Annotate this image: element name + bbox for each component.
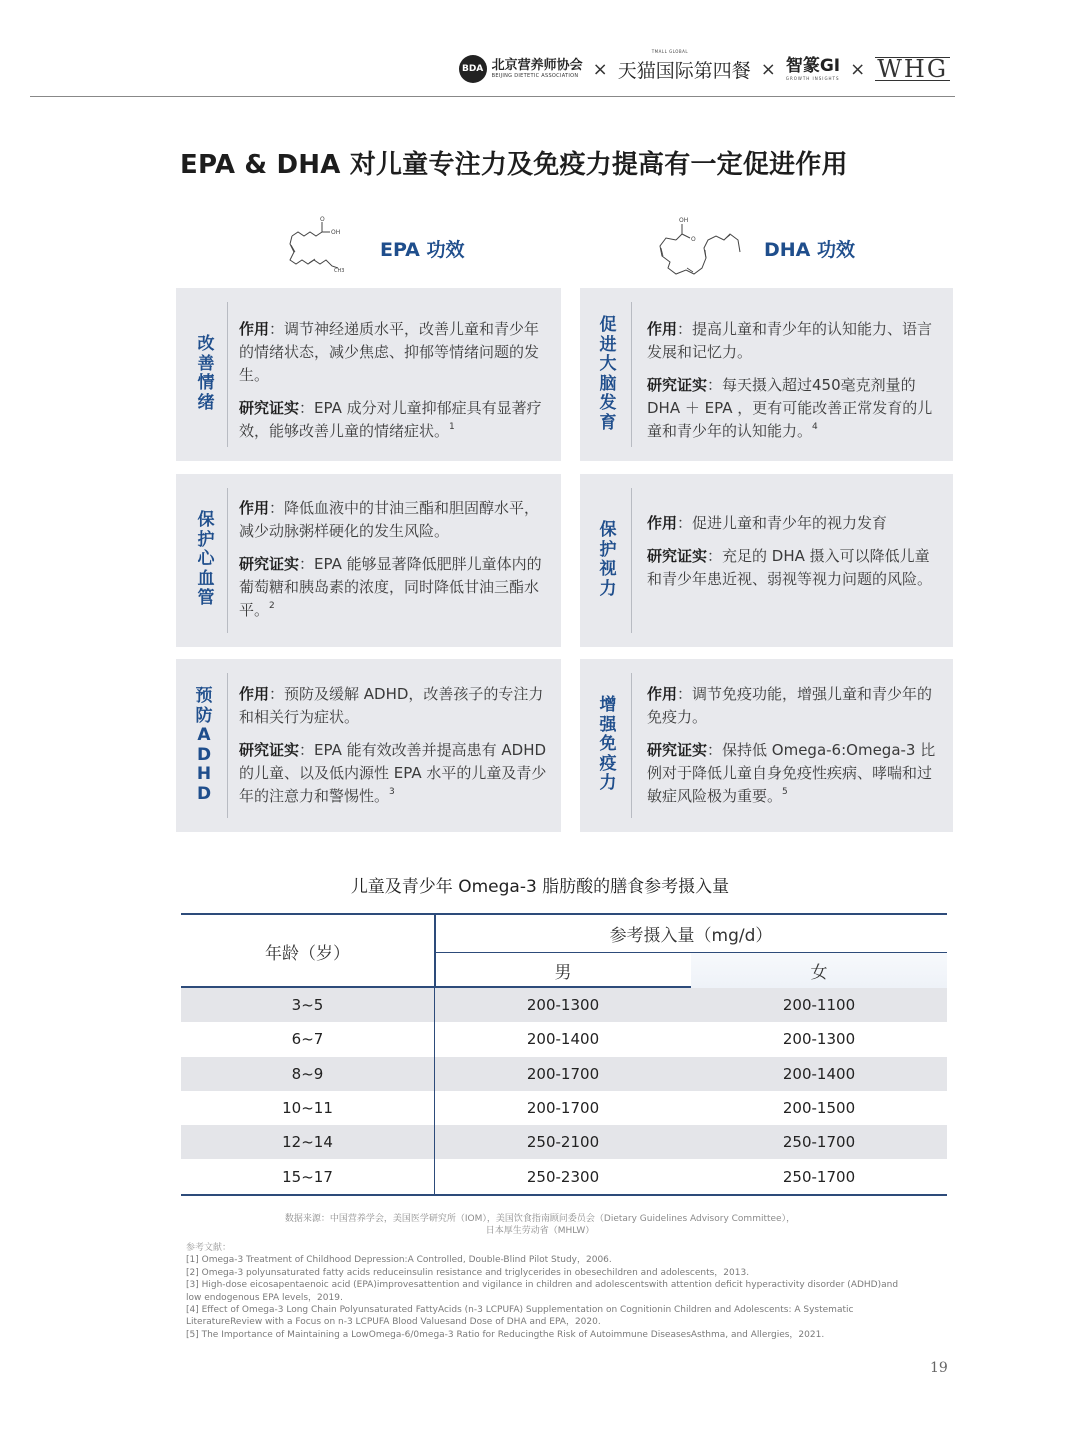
female-cell: 250-1700 [782, 1133, 856, 1152]
times-separator: × [850, 58, 866, 80]
tmall-logo [617, 48, 751, 83]
age-cell: 3~5 [291, 996, 324, 1015]
evidence-text: ：EPA 能有效改善并提高患有 ADHD 的儿童、以及低内源性 EPA 水平的儿童及青少年的注意力和警惕性。 [239, 741, 547, 805]
effect-key: 作用 [239, 499, 270, 517]
bda-logo [459, 55, 583, 83]
age-cell: 8~9 [291, 1064, 324, 1083]
effect-key: 作用 [239, 685, 270, 703]
age-cell: 15~17 [282, 1167, 333, 1186]
dha-oxygen-label: O [691, 236, 696, 243]
evidence-key: 研究证实 [239, 555, 300, 573]
reference-item: [5] The Importance of Maintaining a LowOmega-6/0mega-3 Ratio for Reducingthe Risk of Autoimmune DiseasesAsthma, and Allergies，2021. [186, 1329, 825, 1340]
table-row [181, 1057, 947, 1091]
page-title: EPA & DHA 对儿童专注力及免疫力提高有一定促进作用 [180, 150, 848, 180]
zz-name: 智篆GI [785, 55, 841, 76]
benefit-card-vision [580, 474, 953, 647]
epa-heading: EPA 功效 [380, 239, 465, 261]
male-cell: 250-2100 [434, 1125, 691, 1159]
evidence-text: ：保持低 Omega-6:Omega-3 比例对于降低儿童自身免疫性疾病、哮喘和过敏症风险极为重要。 [647, 741, 936, 805]
table-row [181, 1159, 947, 1193]
reference-marker: 2 [269, 601, 275, 611]
effect-key: 作用 [647, 514, 678, 532]
benefit-card-cardiovascular [176, 474, 561, 647]
references-title: 参考文献： [186, 1243, 232, 1253]
male-column-header: 男 [554, 963, 572, 983]
effect-text: ：提高儿童和青少年的认知能力、语言发展和记忆力。 [647, 320, 933, 361]
female-column-header: 女 [691, 953, 947, 988]
evidence-text: ：EPA 成分对儿童抑郁症具有显著疗效，能够改善儿童的情绪症状。 [239, 399, 542, 440]
benefit-card-adhd [176, 659, 561, 832]
zz-logo [785, 55, 841, 81]
card-body [647, 683, 943, 808]
effect-key: 作用 [239, 320, 270, 338]
female-cell: 200-1500 [782, 1099, 856, 1118]
card-label: 预防ADHD [195, 686, 213, 804]
table-row [181, 1125, 947, 1159]
benefit-card-brain [580, 288, 953, 461]
evidence-key: 研究证实 [647, 376, 708, 394]
card-body [647, 318, 943, 443]
effect-key: 作用 [647, 685, 678, 703]
card-label: 促进大脑发育 [599, 315, 617, 433]
evidence-key: 研究证实 [239, 399, 300, 417]
card-divider [631, 673, 632, 818]
card-body [647, 512, 943, 591]
age-column-header: 年龄（岁） [265, 944, 350, 964]
intake-table [181, 913, 947, 1196]
reference-marker: 1 [449, 422, 455, 432]
epa-oxygen-label: O [320, 216, 325, 223]
female-cell: 200-1100 [782, 996, 856, 1015]
card-divider [227, 673, 228, 818]
card-label: 保护视力 [599, 520, 617, 599]
male-cell: 200-1300 [434, 988, 691, 1022]
bda-name: 北京营养师协会 [491, 58, 583, 73]
card-body [239, 318, 547, 443]
page-number: 19 [930, 1360, 948, 1376]
card-label: 改善情绪 [197, 334, 215, 413]
times-separator: × [592, 58, 608, 80]
card-divider [227, 302, 228, 447]
effect-text: ：调节神经递质水平，改善儿童和青少年的情绪状态，减少焦虑、抑郁等情绪问题的发生。 [239, 320, 540, 384]
card-divider [631, 488, 632, 633]
evidence-text: ：充足的 DHA 摄入可以降低儿童和青少年患近视、弱视等视力问题的风险。 [647, 547, 933, 588]
bda-emblem: BDA [459, 55, 487, 83]
female-cell: 200-1400 [782, 1064, 856, 1083]
tmall-name: 天猫国际第四餐 [617, 59, 751, 82]
effect-key: 作用 [647, 320, 678, 338]
epa-ch3-label: CH3 [334, 268, 345, 274]
whg-logo: WHG [877, 55, 948, 83]
epa-molecule-icon [282, 212, 354, 274]
reference-marker: 5 [782, 787, 788, 797]
dha-heading: DHA 功效 [764, 239, 855, 261]
female-cell: 250-1700 [782, 1167, 856, 1186]
card-label: 保护心血管 [197, 510, 215, 608]
evidence-key: 研究证实 [647, 741, 708, 759]
evidence-key: 研究证实 [647, 547, 708, 565]
data-source-line: 日本厚生劳动省（MHLW） [485, 1226, 595, 1236]
partner-logos [459, 48, 950, 83]
data-source-line: 数据来源：中国营养学会，美国医学研究所（IOM），美国饮食指南顾问委员会（Dietary Guidelines Advisory Committee）， [284, 1214, 796, 1224]
evidence-key: 研究证实 [239, 741, 300, 759]
table-row [181, 1091, 947, 1125]
table-title: 儿童及青少年 Omega-3 脂肪酸的膳食参考摄入量 [350, 877, 730, 897]
male-cell: 250-2300 [434, 1159, 691, 1193]
age-cell: 6~7 [291, 1030, 324, 1049]
age-cell: 10~11 [282, 1099, 333, 1118]
card-divider [227, 488, 228, 633]
evidence-text: ：每天摄入超过450毫克剂量的 DHA ＋ EPA ，更有可能改善正常发育的儿童和青少年的认知能力。 [647, 376, 933, 440]
card-body [239, 497, 551, 622]
tmall-global-text: TMALL GLOBAL [651, 48, 689, 54]
bda-english-name: BEIJING DIETETIC ASSOCIATION [491, 73, 579, 79]
age-cell: 12~14 [282, 1133, 333, 1152]
female-cell: 200-1300 [782, 1030, 856, 1049]
table-header [181, 913, 947, 988]
table-body [181, 988, 947, 1196]
effect-text: ：调节免疫功能，增强儿童和青少年的免疫力。 [647, 685, 933, 726]
evidence-text: ：EPA 能够显著降低肥胖儿童体内的葡萄糖和胰岛素的浓度，同时降低甘油三酯水平。 [239, 555, 542, 619]
male-cell: 200-1700 [434, 1091, 691, 1125]
table-row [181, 988, 947, 1022]
reference-item: [4] Effect of Omega-3 Long Chain Polyunsaturated FattyAcids (n-3 LCPUFA) Supplementation on Cognitionin Children and Adolescents: A Systematic LiteratureReview with a Focus on n-3 LCPUFA Blood Valuesand Dose of DHA and EPA，2020. [186, 1305, 854, 1328]
data-source [180, 1213, 900, 1237]
male-cell: 200-1400 [434, 1022, 691, 1056]
epa-oh-label: OH [331, 229, 341, 236]
table-row [181, 1022, 947, 1056]
references [186, 1242, 906, 1341]
reference-marker: 4 [812, 422, 818, 432]
reference-item: [1] Omega-3 Treatment of Childhood Depression:A Controlled, Double-Blind Pilot Study，2006. [186, 1255, 612, 1266]
effect-text: ：促进儿童和青少年的视力发育 [677, 514, 888, 532]
zz-subtitle: GROWTH INSIGHTS [785, 75, 840, 81]
reference-item: [2] Omega-3 polyunsaturated fatty acids reduceinsulin resistance and triglycerides in obesechildren and adolescents，2013. [186, 1267, 750, 1278]
reference-marker: 3 [389, 787, 395, 797]
intake-column-header: 参考摄入量（mg/d） [435, 915, 947, 953]
effect-text: ：降低血液中的甘油三酯和胆固醇水平，减少动脉粥样硬化的发生风险。 [239, 499, 540, 540]
dha-molecule-icon [654, 212, 746, 278]
male-cell: 200-1700 [434, 1057, 691, 1091]
card-body [239, 683, 547, 808]
effect-text: ：预防及缓解 ADHD，改善孩子的专注力和相关行为症状。 [239, 685, 544, 726]
header-bar [30, 45, 955, 97]
card-divider [631, 302, 632, 447]
reference-item: [3] High-dose eicosapentaenoic acid (EPA)improvesattention and vigilance in children and adolescentswith attention deficit hyperactivity disorder (ADHD)and low endogenous EPA levels，2019. [186, 1280, 899, 1303]
times-separator: × [760, 58, 776, 80]
card-label: 增强免疫力 [599, 695, 617, 793]
dha-oh-label: OH [679, 217, 689, 224]
benefit-card-immunity [580, 659, 953, 832]
benefit-card-mood [176, 288, 561, 461]
